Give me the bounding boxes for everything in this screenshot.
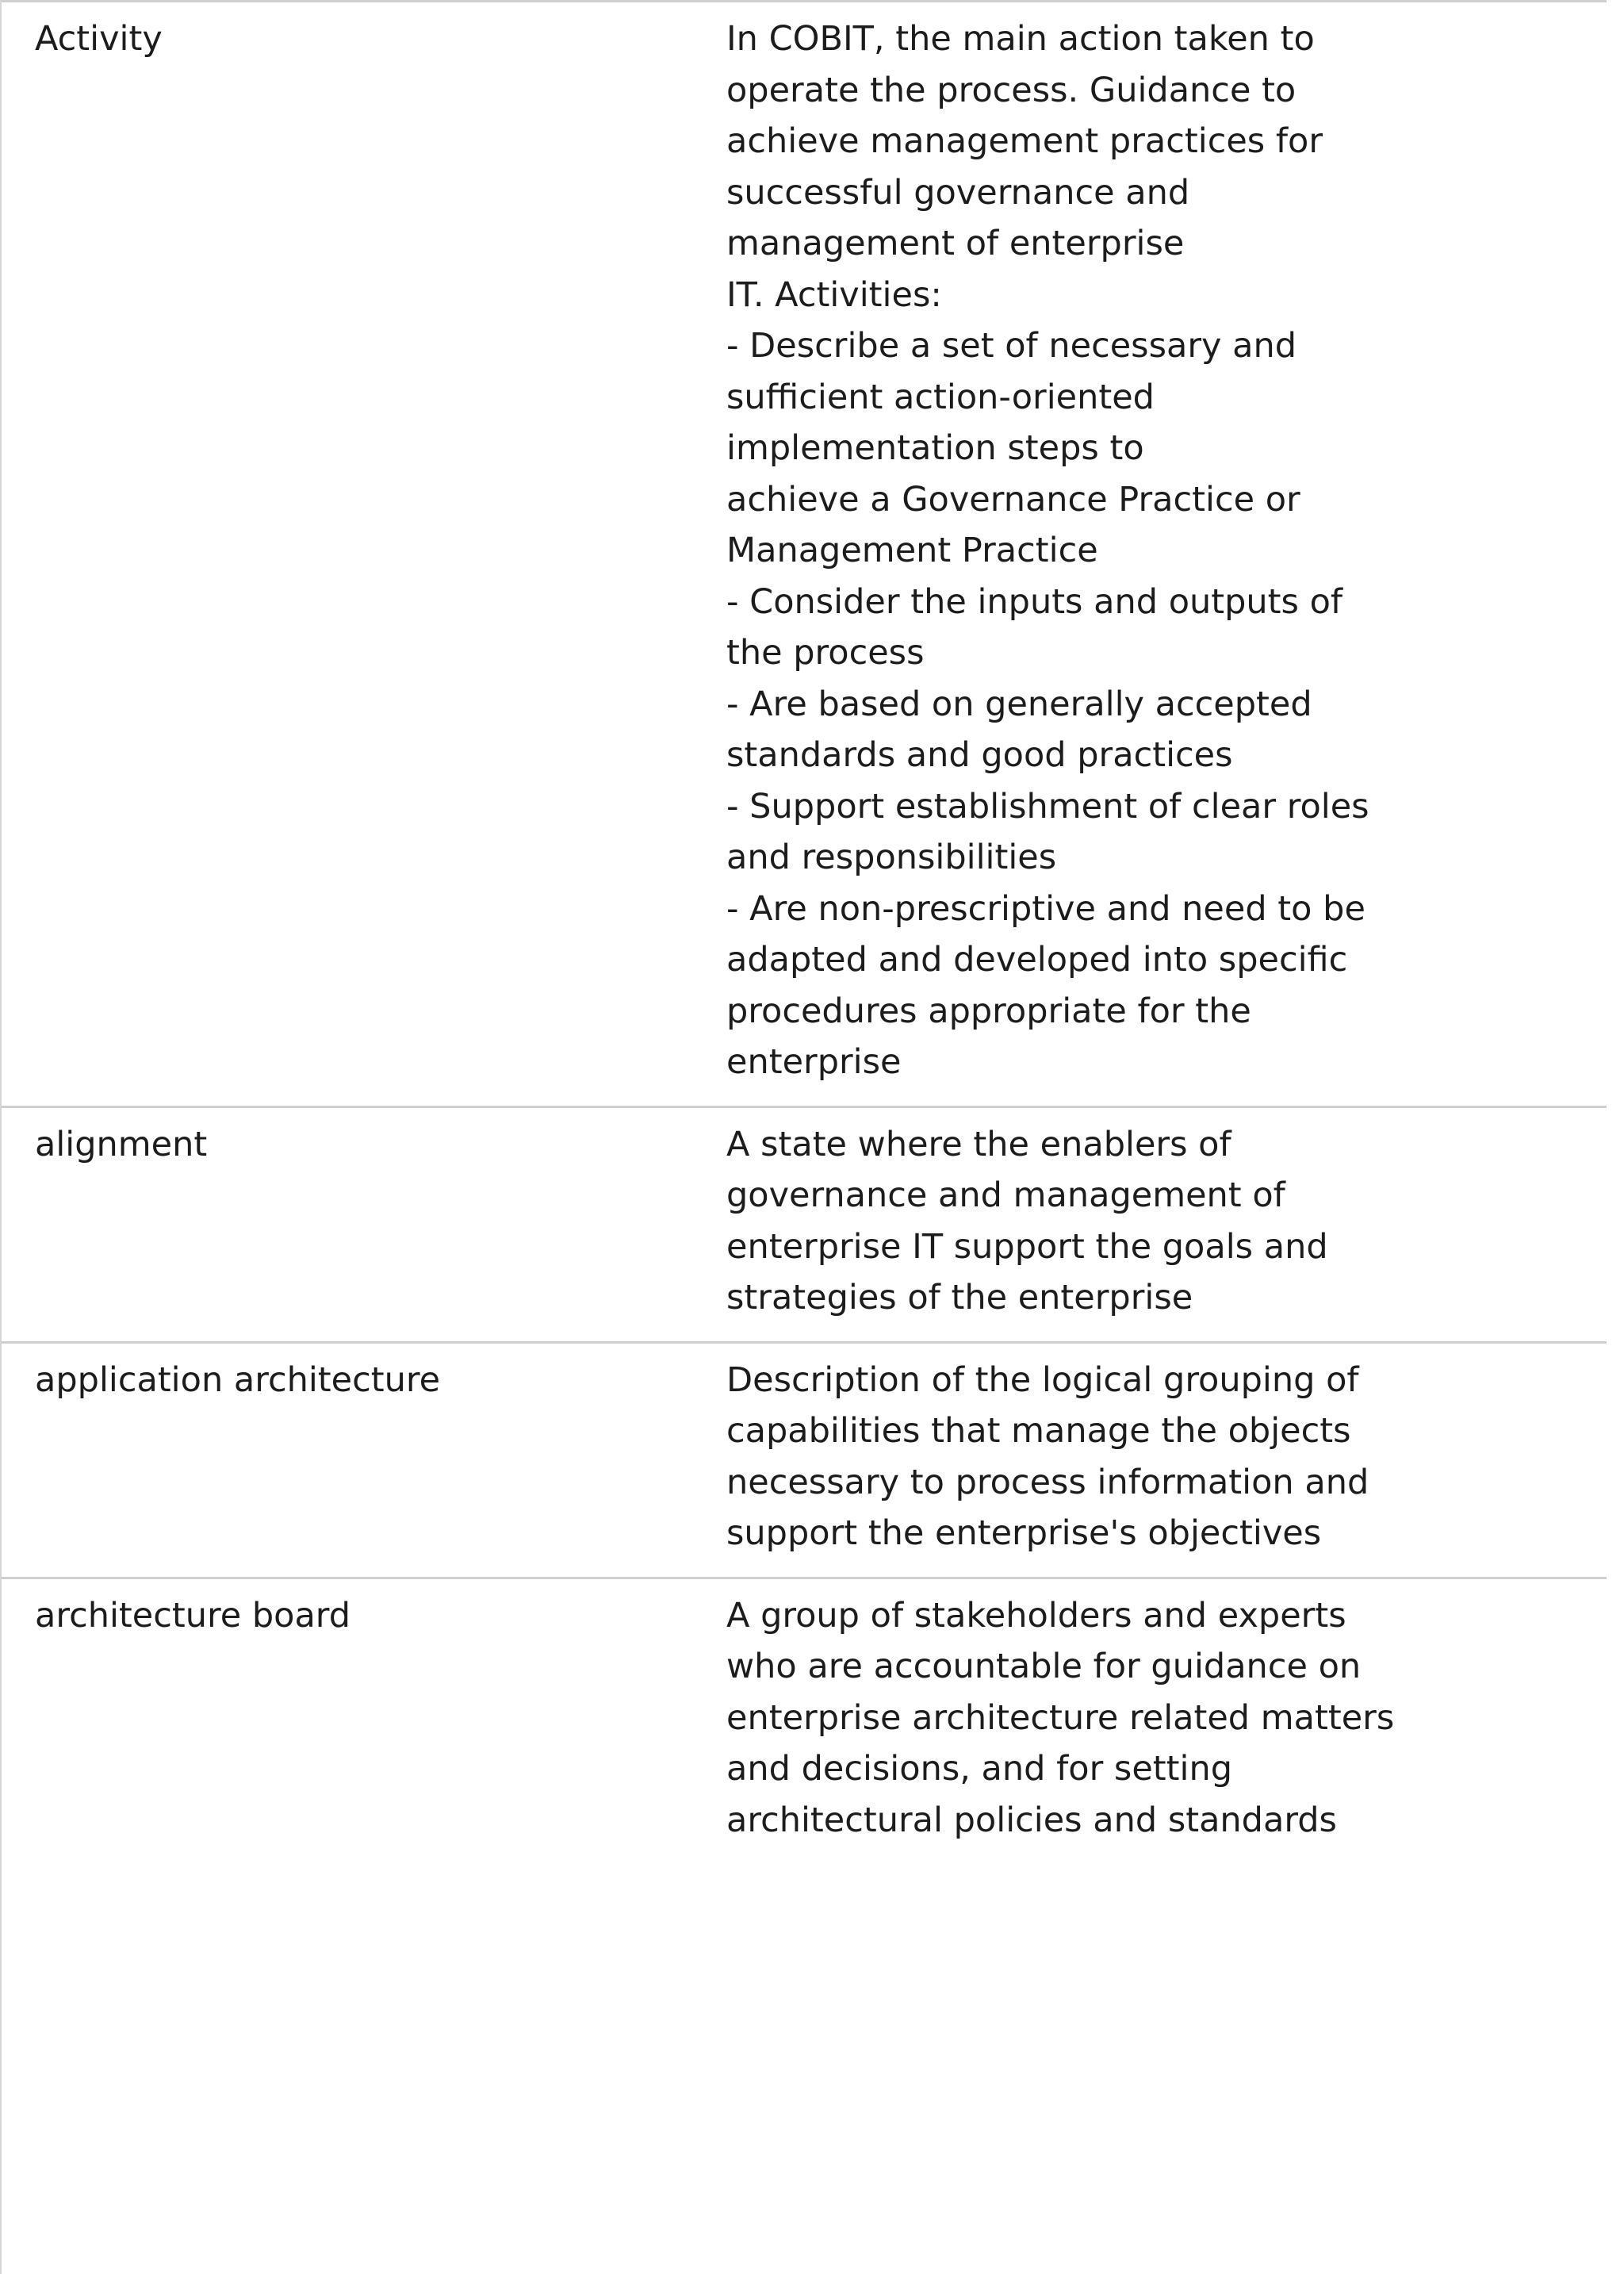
definition-line: support the enterprise's objectives [726,1513,1322,1553]
glossary-term: application architecture [35,1359,441,1400]
definition-line: enterprise architecture related matters [726,1697,1395,1738]
definition-line: enterprise IT support the goals and [726,1226,1328,1267]
definition-line: achieve a Governance Practice or [726,479,1300,520]
glossary-definition [726,1344,1377,1577]
definition-line: - Support establishment of clear roles [726,786,1369,826]
definition-line: - Describe a set of necessary and [726,326,1297,366]
definition-line: - Consider the inputs and outputs of [726,581,1343,622]
glossary-row [2,1344,1607,1579]
definition-line: A group of stakeholders and experts [726,1595,1346,1636]
definition-line: and decisions, and for setting [726,1749,1232,1789]
definition-line: sufficient action-oriented [726,377,1155,417]
definition-line: enterprise [726,1042,902,1082]
definition-line: procedures appropriate for the [726,991,1251,1031]
definition-line: adapted and developed into specific [726,940,1348,980]
definition-line: A state where the enablers of [726,1124,1231,1164]
definition-line: architectural policies and standards [726,1800,1337,1840]
glossary-term: architecture board [35,1595,351,1636]
definition-line: achieve management practices for [726,121,1323,161]
definition-line: Management Practice [726,531,1098,570]
glossary-term: Activity [35,19,163,59]
definition-line: standards and good practices [726,735,1233,775]
definition-line: operate the process. Guidance to [726,70,1297,110]
definition-line: and responsibilities [726,838,1057,877]
glossary-definition [726,1108,1377,1341]
definition-line: successful governance and [726,172,1190,213]
definition-line: capabilities that manage the objects [726,1411,1351,1451]
glossary-definition [726,2,1377,1106]
definition-line: - Are non-prescriptive and need to be [726,888,1365,929]
definition-line: - Are based on generally accepted [726,684,1312,724]
definition-line: Description of the logical grouping of [726,1359,1359,1400]
definition-line: In COBIT, the main action taken to [726,19,1315,59]
glossary-definition [726,1579,1395,1864]
definition-line: who are accountable for guidance on [726,1647,1362,1686]
glossary-row [2,2,1607,1108]
glossary-row [2,1108,1607,1344]
definition-line: the process [726,633,925,673]
definition-line: management of enterprise [726,224,1185,263]
glossary-term: alignment [35,1124,208,1164]
definition-line: implementation steps to [726,428,1144,468]
definition-line: necessary to process information and [726,1462,1369,1502]
definition-line: strategies of the enterprise [726,1278,1193,1317]
definition-line: governance and management of [726,1175,1285,1215]
definition-line: IT. Activities: [726,274,942,315]
glossary-table [2,0,1607,1863]
glossary-row [2,1579,1607,1864]
